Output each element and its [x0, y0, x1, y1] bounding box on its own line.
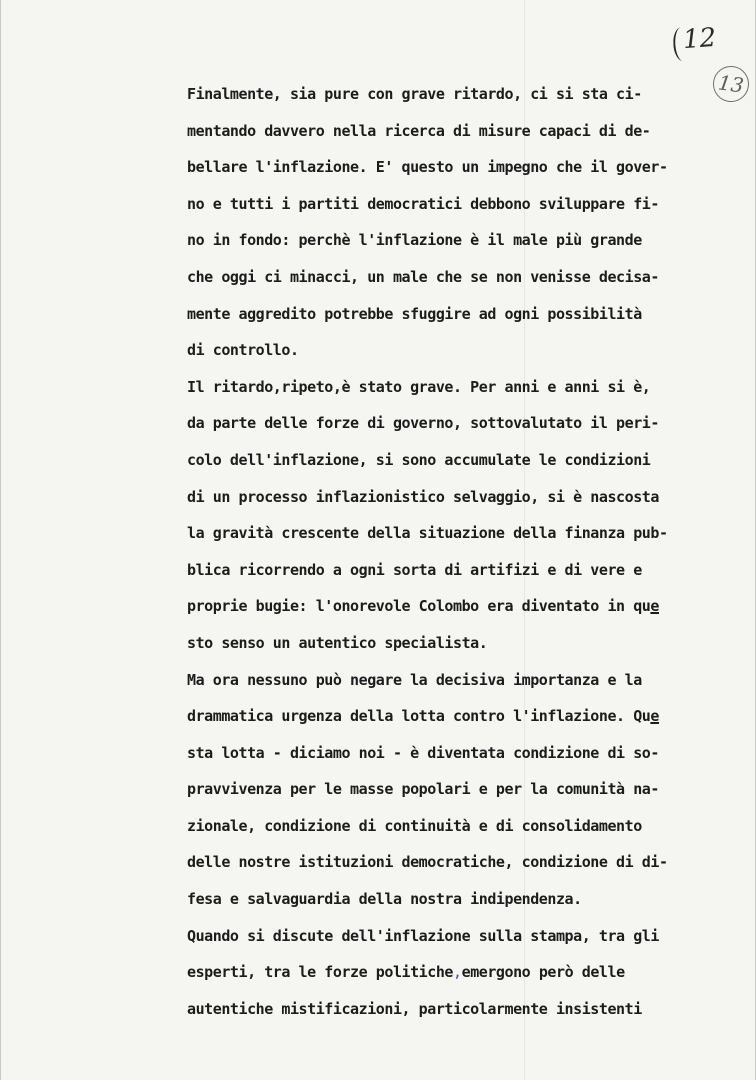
- line-text: esperti, tra le forze politiche: [187, 963, 454, 982]
- text-line: pravvivenza per le masse popolari e per la comunità na-: [187, 780, 659, 799]
- text-line: fesa e salvaguardia della nostra indipendenza.: [187, 890, 582, 909]
- text-line: da parte delle forze di governo, sottovalutato il peri-: [187, 414, 659, 433]
- text-line: blica ricorrendo a ogni sorta di artifizi e di vere e: [187, 560, 642, 579]
- line-text: emergono però delle: [461, 963, 625, 982]
- text-line: [187, 698, 722, 735]
- text-line: colo dell'inflazione, si sono accumulate le condizioni: [187, 450, 651, 469]
- text-line: di controllo.: [187, 341, 299, 360]
- page-number: 12: [681, 22, 718, 56]
- text-line: sto senso un autentico specialista.: [187, 633, 488, 652]
- text-line: autentiche mistificazioni, particolarmente insistenti: [187, 999, 642, 1018]
- text-line: che oggi ci minacci, un male che se non venisse decisa-: [187, 267, 659, 286]
- text-line: Quando si discute dell'inflazione sulla stampa, tra gli: [187, 926, 659, 945]
- circled-page-number: 13: [711, 64, 752, 105]
- text-line: no e tutti i partiti democratici debbono sviluppare fi-: [187, 194, 659, 213]
- handwritten-comma: ,: [453, 963, 462, 982]
- text-line: Ma ora nessuno può negare la decisiva importanza e la: [187, 670, 642, 689]
- typewritten-text: [187, 76, 722, 1027]
- line-text: drammatica urgenza della lotta contro l'inflazione. Qu: [187, 707, 651, 726]
- text-line: mentando davvero nella ricerca di misure capaci di de-: [187, 121, 651, 140]
- underlined-letter: e: [650, 597, 659, 616]
- text-line: Finalmente, sia pure con grave ritardo, ci si sta ci-: [187, 85, 642, 103]
- text-line: delle nostre istituzioni democratiche, condizione di di-: [187, 853, 668, 872]
- text-line: zionale, condizione di continuità e di consolidamento: [187, 816, 642, 835]
- text-line: no in fondo: perchè l'inflazione è il male più grande: [187, 231, 642, 250]
- text-line: [187, 954, 722, 991]
- line-text: proprie bugie: l'onorevole Colombo era diventato in qu: [187, 597, 651, 616]
- text-line: la gravità crescente della situazione della finanza pub-: [187, 524, 668, 543]
- text-line: sta lotta - diciamo noi - è diventata condizione di so-: [187, 743, 659, 762]
- text-line: mente aggredito potrebbe sfuggire ad ogni possibilità: [187, 304, 642, 323]
- underlined-letter: e: [650, 707, 659, 726]
- text-line: di un processo inflazionistico selvaggio, si è nascosta: [187, 487, 659, 506]
- text-line: Il ritardo,ripeto,è stato grave. Per anni e anni si è,: [187, 377, 651, 396]
- text-line: [187, 588, 722, 625]
- text-line: bellare l'inflazione. E' questo un impegno che il gover-: [187, 158, 668, 177]
